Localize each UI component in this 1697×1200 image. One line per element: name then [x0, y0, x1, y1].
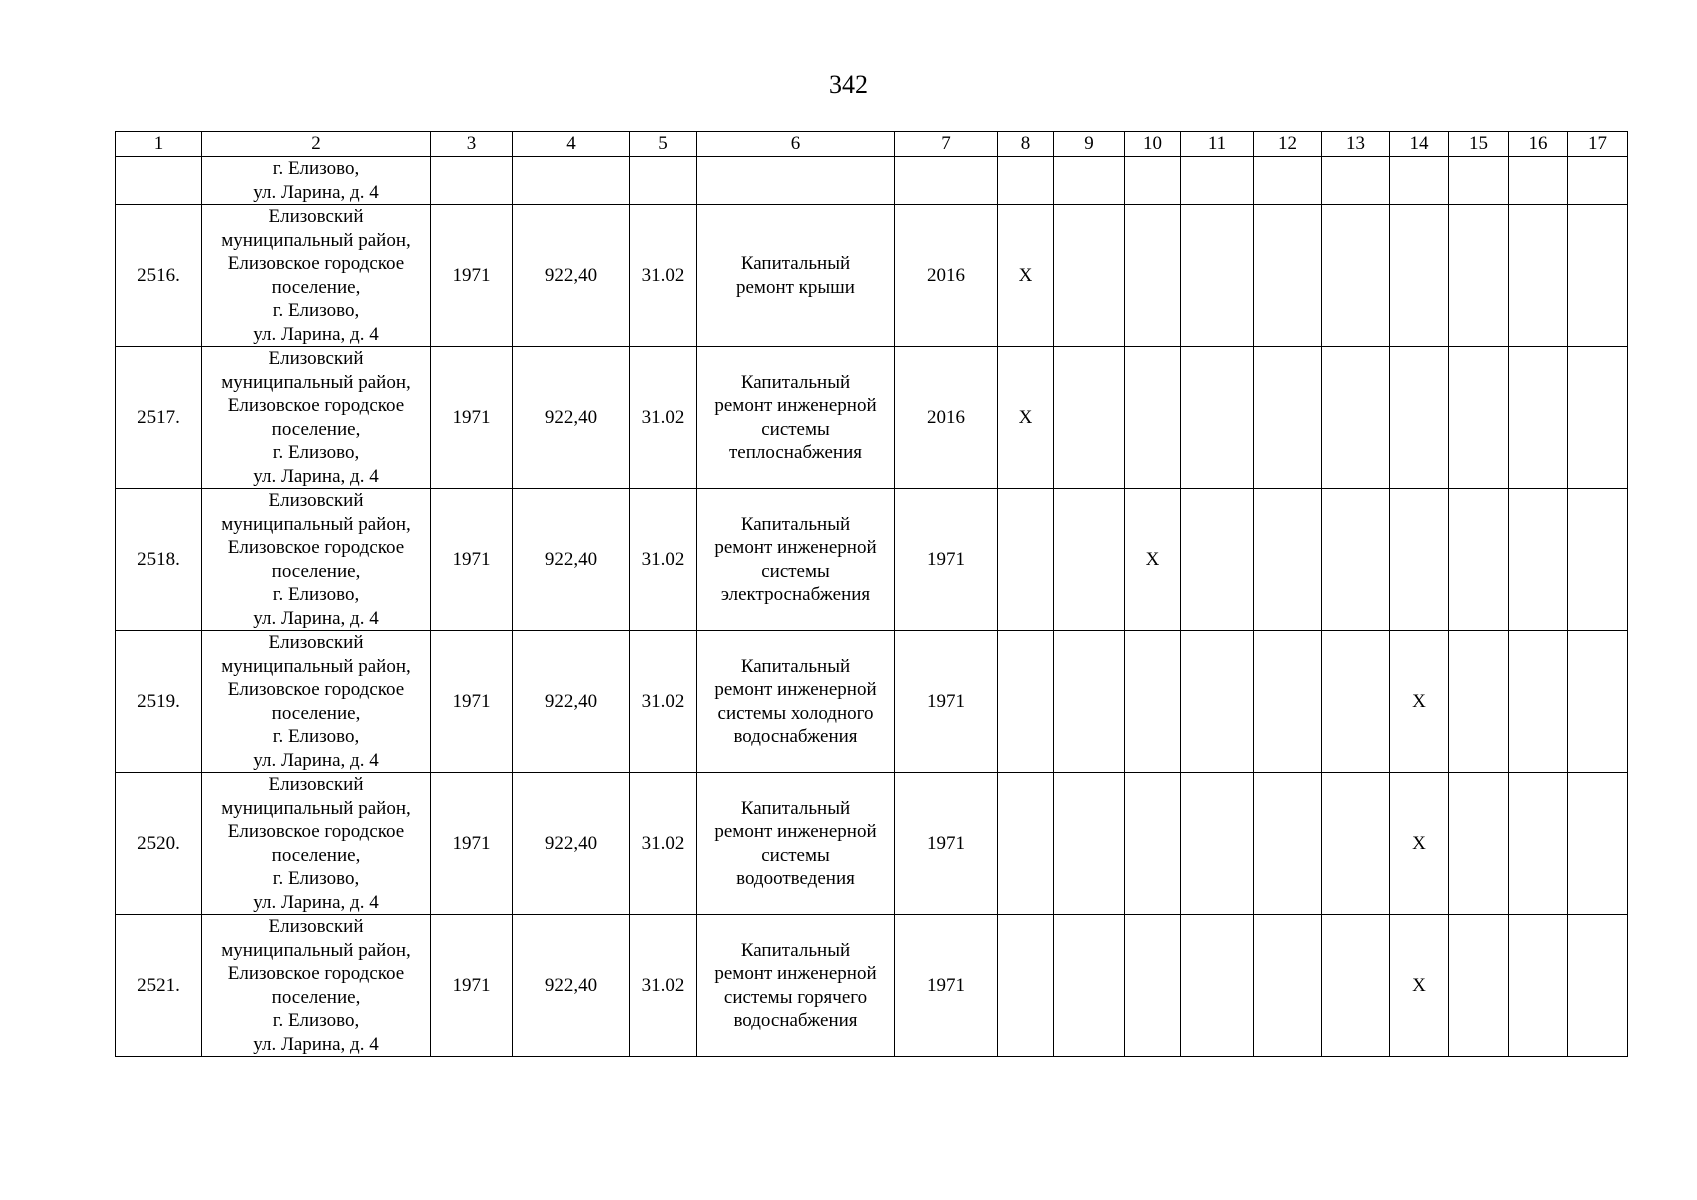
address-line: г. Елизово, [272, 726, 360, 747]
mark-cell [1322, 631, 1390, 773]
mark-cell [1181, 915, 1254, 1057]
address-line: г. Елизово, [272, 1010, 360, 1031]
column-number: 2 [202, 132, 431, 157]
work-type-line: ремонт инженерной [714, 537, 877, 558]
address-line: Елизовское городское [227, 679, 405, 700]
table-row [116, 489, 1628, 631]
table-row [116, 773, 1628, 915]
mark-cell [998, 773, 1054, 915]
address-line: ул. Ларина, д. 4 [253, 749, 379, 771]
column-number: 9 [1054, 132, 1125, 157]
address-line: Елизовский [268, 348, 364, 369]
address-cell [202, 205, 431, 347]
row-number-cell: 2521. [116, 915, 202, 1057]
mark-cell: X [998, 347, 1054, 489]
address-line: ул. Ларина, д. 4 [253, 323, 379, 345]
work-type-line: теплоснабжения [729, 442, 862, 463]
mark-cell [1054, 347, 1125, 489]
mark-cell [1125, 205, 1181, 347]
empty-cell [1390, 157, 1449, 205]
address-cell [202, 157, 431, 205]
mark-cell [1125, 347, 1181, 489]
row-number-cell: 2516. [116, 205, 202, 347]
table-row [116, 205, 1628, 347]
address-line: ул. Ларина, д. 4 [253, 1033, 379, 1055]
mark-cell [1449, 915, 1509, 1057]
repair-schedule-table [115, 131, 1628, 1057]
address-line: Елизовский [268, 916, 364, 937]
mark-cell: X [1125, 489, 1181, 631]
work-type-line: Капитальный [740, 513, 851, 535]
column-number: 5 [630, 132, 697, 157]
address-line: поселение, [271, 276, 361, 298]
address-line: поселение, [271, 844, 361, 866]
work-type-cell [697, 205, 895, 347]
address-cell [202, 489, 431, 631]
column-number: 1 [116, 132, 202, 157]
work-type-line: ремонт инженерной [714, 963, 877, 984]
year-cell: 1971 [895, 915, 998, 1057]
empty-cell [697, 157, 895, 205]
work-type-line: ремонт инженерной [714, 395, 877, 416]
address-line: поселение, [271, 560, 361, 582]
build-year-cell: 1971 [431, 489, 513, 631]
address-line: г. Елизово, [272, 158, 360, 179]
work-type-line: Капитальный [740, 939, 851, 961]
work-type-cell [697, 915, 895, 1057]
address-line: ул. Ларина, д. 4 [253, 607, 379, 629]
column-number: 17 [1568, 132, 1628, 157]
address-cell [202, 631, 431, 773]
mark-cell [1509, 347, 1568, 489]
mark-cell [1568, 205, 1628, 347]
empty-cell [1509, 157, 1568, 205]
address-line: Елизовский [268, 206, 364, 227]
mark-cell [1254, 631, 1322, 773]
mark-cell [1568, 489, 1628, 631]
empty-cell [1254, 157, 1322, 205]
empty-cell [1449, 157, 1509, 205]
year-cell: 1971 [895, 489, 998, 631]
column-number: 12 [1254, 132, 1322, 157]
mark-cell [1449, 205, 1509, 347]
mark-cell [1254, 205, 1322, 347]
work-type-line: ремонт инженерной [714, 821, 877, 842]
address-line: Елизовское городское [227, 253, 405, 274]
work-type-line: Капитальный [740, 371, 851, 393]
mark-cell [1449, 489, 1509, 631]
column-number: 15 [1449, 132, 1509, 157]
mark-cell [1568, 773, 1628, 915]
empty-cell [630, 157, 697, 205]
mark-cell: X [1390, 915, 1449, 1057]
mark-cell [1181, 347, 1254, 489]
work-type-line: водоснабжения [733, 1010, 858, 1031]
mark-cell [1322, 773, 1390, 915]
address-line: г. Елизово, [272, 584, 360, 605]
empty-cell [895, 157, 998, 205]
mark-cell [1125, 631, 1181, 773]
work-type-cell [697, 347, 895, 489]
area-cell: 922,40 [513, 631, 630, 773]
mark-cell [998, 631, 1054, 773]
work-type-line: ремонт инженерной [714, 679, 877, 700]
column-number: 10 [1125, 132, 1181, 157]
address-line: муниципальный район, [221, 513, 411, 535]
mark-cell [1390, 205, 1449, 347]
column-number: 6 [697, 132, 895, 157]
mark-cell [1254, 773, 1322, 915]
mark-cell [1254, 915, 1322, 1057]
area-cell: 922,40 [513, 915, 630, 1057]
mark-cell [1449, 773, 1509, 915]
mark-cell: X [998, 205, 1054, 347]
rate-cell: 31.02 [630, 631, 697, 773]
work-type-line: Капитальный [740, 797, 851, 819]
mark-cell [1509, 773, 1568, 915]
mark-cell [1509, 915, 1568, 1057]
work-type-line: Капитальный [740, 253, 851, 274]
build-year-cell: 1971 [431, 773, 513, 915]
mark-cell: X [1390, 631, 1449, 773]
empty-cell [1568, 157, 1628, 205]
mark-cell [1322, 347, 1390, 489]
address-line: Елизовский [268, 774, 364, 795]
page-number: 342 [829, 70, 868, 99]
mark-cell [1509, 489, 1568, 631]
empty-cell [1322, 157, 1390, 205]
address-line: ул. Ларина, д. 4 [253, 465, 379, 487]
mark-cell [1390, 489, 1449, 631]
empty-cell [1125, 157, 1181, 205]
address-line: муниципальный район, [221, 939, 411, 961]
mark-cell [1054, 205, 1125, 347]
address-line: Елизовское городское [227, 395, 405, 416]
address-line: ул. Ларина, д. 4 [253, 891, 379, 913]
empty-cell [998, 157, 1054, 205]
column-number: 7 [895, 132, 998, 157]
mark-cell [1509, 631, 1568, 773]
address-line: ул. Ларина, д. 4 [253, 181, 379, 203]
empty-cell [116, 157, 202, 205]
work-type-line: ремонт крыши [736, 276, 855, 298]
column-number: 13 [1322, 132, 1390, 157]
mark-cell [1390, 347, 1449, 489]
work-type-line: Капитальный [740, 655, 851, 677]
mark-cell [1568, 347, 1628, 489]
mark-cell [998, 489, 1054, 631]
year-cell: 1971 [895, 631, 998, 773]
empty-cell [513, 157, 630, 205]
mark-cell [1449, 631, 1509, 773]
empty-cell [1181, 157, 1254, 205]
mark-cell [1181, 773, 1254, 915]
work-type-line: водоснабжения [733, 726, 858, 747]
year-cell: 2016 [895, 205, 998, 347]
address-cell [202, 773, 431, 915]
work-type-cell [697, 489, 895, 631]
work-type-line: системы холодного [717, 702, 874, 724]
address-line: муниципальный район, [221, 655, 411, 677]
column-number-header-row [116, 132, 1628, 157]
address-line: г. Елизово, [272, 868, 360, 889]
work-type-line: электроснабжения [720, 584, 871, 605]
mark-cell [1125, 773, 1181, 915]
address-line: муниципальный район, [221, 371, 411, 393]
mark-cell [1568, 631, 1628, 773]
column-number: 8 [998, 132, 1054, 157]
build-year-cell: 1971 [431, 631, 513, 773]
address-line: Елизовское городское [227, 963, 405, 984]
address-line: г. Елизово, [272, 442, 360, 463]
column-number: 14 [1390, 132, 1449, 157]
mark-cell [1125, 915, 1181, 1057]
table-row [116, 347, 1628, 489]
area-cell: 922,40 [513, 347, 630, 489]
work-type-cell [697, 773, 895, 915]
address-line: г. Елизово, [272, 300, 360, 321]
continuation-row [116, 157, 1628, 205]
column-number: 11 [1181, 132, 1254, 157]
mark-cell: X [1390, 773, 1449, 915]
address-line: поселение, [271, 418, 361, 440]
mark-cell [1054, 489, 1125, 631]
mark-cell [1449, 347, 1509, 489]
table-body [116, 132, 1628, 1057]
address-line: Елизовский [268, 490, 364, 511]
area-cell: 922,40 [513, 489, 630, 631]
column-number: 3 [431, 132, 513, 157]
year-cell: 1971 [895, 773, 998, 915]
rate-cell: 31.02 [630, 347, 697, 489]
address-line: поселение, [271, 986, 361, 1008]
build-year-cell: 1971 [431, 915, 513, 1057]
table-row [116, 915, 1628, 1057]
mark-cell [1568, 915, 1628, 1057]
rate-cell: 31.02 [630, 915, 697, 1057]
area-cell: 922,40 [513, 773, 630, 915]
work-type-cell [697, 631, 895, 773]
work-type-line: водоотведения [736, 868, 855, 889]
mark-cell [1054, 773, 1125, 915]
address-line: муниципальный район, [221, 229, 411, 251]
row-number-cell: 2518. [116, 489, 202, 631]
mark-cell [1254, 489, 1322, 631]
row-number-cell: 2520. [116, 773, 202, 915]
year-cell: 2016 [895, 347, 998, 489]
mark-cell [1509, 205, 1568, 347]
column-number: 4 [513, 132, 630, 157]
table-row [116, 631, 1628, 773]
mark-cell [1322, 205, 1390, 347]
row-number-cell: 2517. [116, 347, 202, 489]
address-line: Елизовское городское [227, 537, 405, 558]
column-number: 16 [1509, 132, 1568, 157]
row-number-cell: 2519. [116, 631, 202, 773]
work-type-line: системы [761, 560, 830, 582]
mark-cell [1054, 631, 1125, 773]
mark-cell [1181, 631, 1254, 773]
rate-cell: 31.02 [630, 773, 697, 915]
mark-cell [998, 915, 1054, 1057]
rate-cell: 31.02 [630, 205, 697, 347]
mark-cell [1322, 489, 1390, 631]
mark-cell [1254, 347, 1322, 489]
address-line: поселение, [271, 702, 361, 724]
work-type-line: системы [761, 418, 830, 440]
address-cell [202, 915, 431, 1057]
mark-cell [1181, 489, 1254, 631]
mark-cell [1054, 915, 1125, 1057]
mark-cell [1322, 915, 1390, 1057]
build-year-cell: 1971 [431, 347, 513, 489]
empty-cell [1054, 157, 1125, 205]
address-line: Елизовское городское [227, 821, 405, 842]
work-type-line: системы [761, 844, 830, 866]
rate-cell: 31.02 [630, 489, 697, 631]
address-line: Елизовский [268, 632, 364, 653]
build-year-cell: 1971 [431, 205, 513, 347]
mark-cell [1181, 205, 1254, 347]
address-line: муниципальный район, [221, 797, 411, 819]
work-type-line: системы горячего [723, 986, 868, 1008]
empty-cell [431, 157, 513, 205]
area-cell: 922,40 [513, 205, 630, 347]
address-cell [202, 347, 431, 489]
